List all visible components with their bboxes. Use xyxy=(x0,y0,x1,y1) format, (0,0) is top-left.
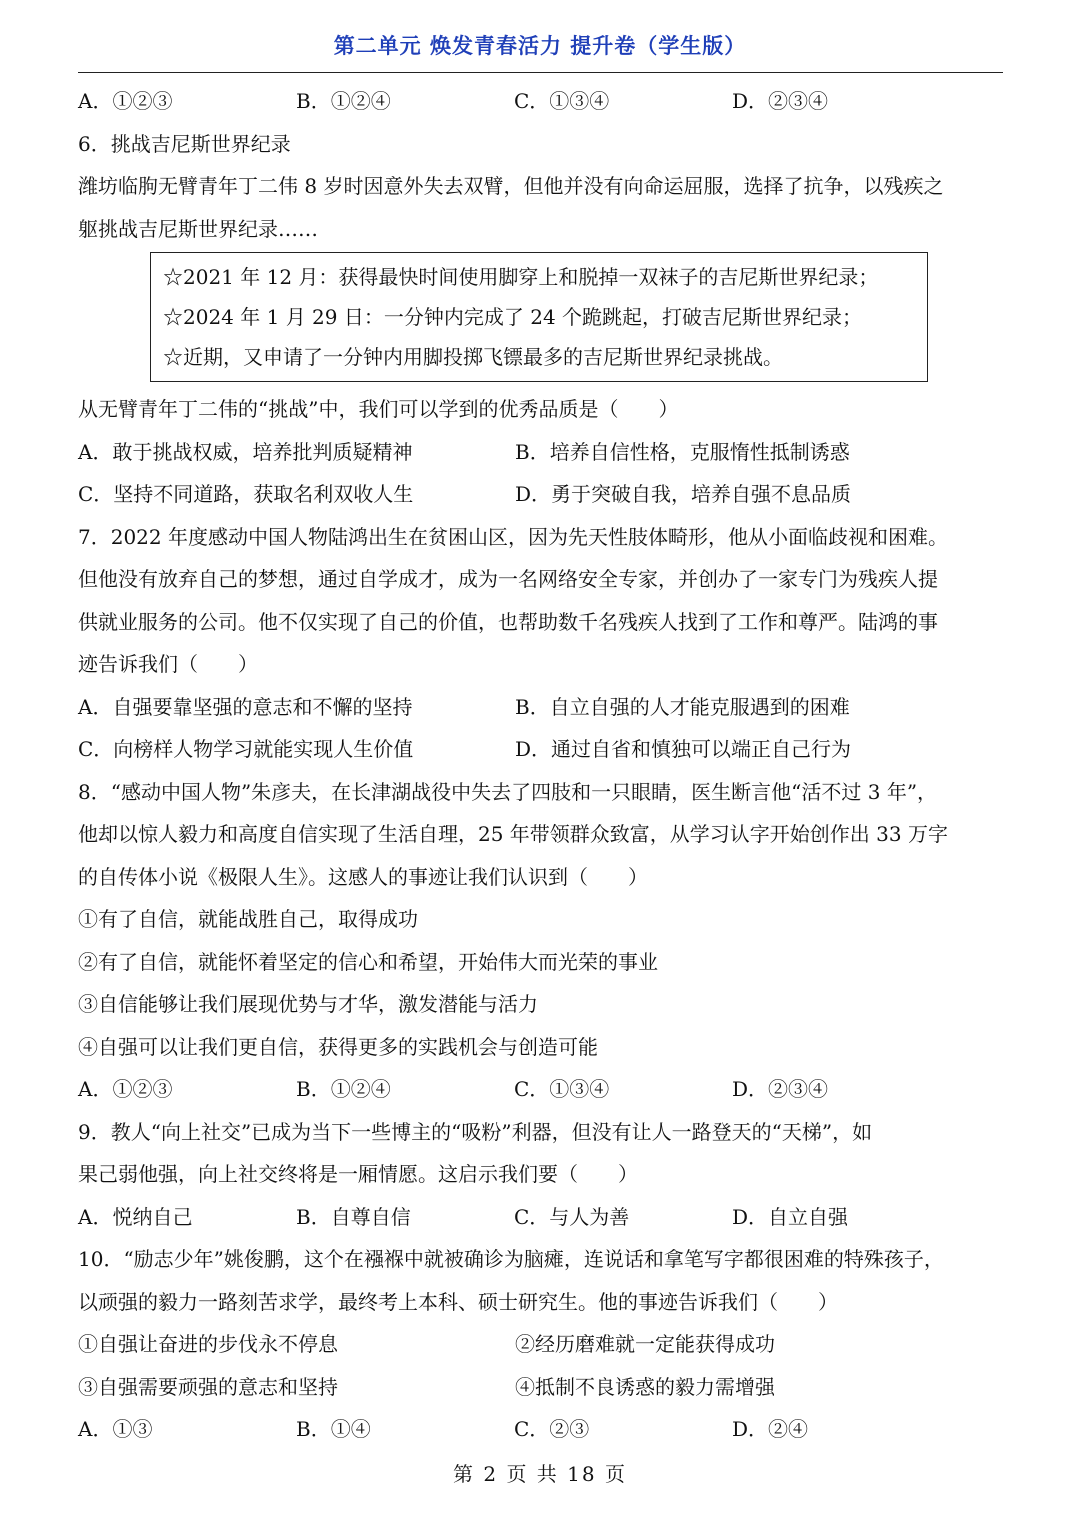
q5-option-c: C．①③④ xyxy=(514,89,610,113)
q9-option-c: C．与人为善 xyxy=(514,1204,630,1229)
q8-option-a: A．①②③ xyxy=(78,1077,173,1101)
q7-option-b: B．自立自强的人才能克服遇到的困难 xyxy=(515,694,850,719)
q9-options xyxy=(78,1196,1003,1239)
q10-statements-row xyxy=(78,1323,1003,1366)
q9-option-a: A．悦纳自己 xyxy=(78,1204,193,1229)
q5-options xyxy=(78,80,1003,123)
q5-option-b: B．①②④ xyxy=(296,89,391,113)
q10-options xyxy=(78,1408,1003,1451)
q10-option-b: B．①④ xyxy=(296,1417,371,1441)
q8-statement: ③自信能够让我们展现优势与才华，激发潜能与活力 xyxy=(78,992,538,1016)
q7-option-a: A．自强要靠坚强的意志和不懈的坚持 xyxy=(78,694,413,719)
q7-stem-line: 供就业服务的公司。他不仅实现了自己的价值，也帮助数千名残疾人找到了工作和尊严。陆鸿的事 xyxy=(78,609,938,634)
q10-option-d: D．②④ xyxy=(732,1417,809,1441)
q6-record-item: ☆近期，又申请了一分钟内用脚投掷飞镖最多的吉尼斯世界纪录挑战。 xyxy=(163,345,783,369)
q10-statement: ①自强让奋进的步伐永不停息 xyxy=(78,1332,338,1356)
q7-stem-line: 7．2022 年度感动中国人物陆鸿出生在贫困山区，因为先天性肢体畸形，他从小面临歧视和困难。 xyxy=(78,524,948,549)
q10-statement: ③自强需要顽强的意志和坚持 xyxy=(78,1374,338,1399)
q10-stem-line: 以顽强的毅力一路刻苦求学，最终考上本科、硕士研究生。他的事迹告诉我们（ ） xyxy=(78,1289,838,1314)
q8-option-d: D．②③④ xyxy=(732,1077,829,1101)
q8-stem-line: 他却以惊人毅力和高度自信实现了生活自理，25 年带领群众致富，从学习认字开始创作出 33 万字 xyxy=(78,822,948,846)
q8-options xyxy=(78,1068,1003,1111)
q6-records-box xyxy=(150,252,928,382)
q6-option-a: A．敢于挑战权威，培养批判质疑精神 xyxy=(78,439,413,464)
q10-statement: ④抵制不良诱惑的毅力需增强 xyxy=(515,1374,775,1399)
page-content xyxy=(78,80,1003,1451)
q6-record-item: ☆2024 年 1 月 29 日：一分钟内完成了 24 个跪跳起，打破吉尼斯世界纪录； xyxy=(163,305,863,329)
q6-intro-line: 潍坊临朐无臂青年丁二伟 8 岁时因意外失去双臂，但他并没有向命运屈服，选择了抗争，以残疾之 xyxy=(78,174,944,198)
q6-question: 从无臂青年丁二伟的“挑战”中，我们可以学到的优秀品质是（ ） xyxy=(78,397,679,421)
q10-stem-line: 10．“励志少年”姚俊鹏，这个在襁褓中就被确诊为脑瘫，连说话和拿笔写字都很困难的特殊孩子， xyxy=(78,1247,944,1271)
q10-statement: ②经历磨难就一定能获得成功 xyxy=(515,1332,775,1356)
q7-options-row xyxy=(78,686,1003,729)
q9-stem-line: 9．教人“向上社交”已成为当下一些博主的“吸粉”利器，但没有让人一路登天的“天梯”，如 xyxy=(78,1119,873,1144)
q8-stem-line: 8．“感动中国人物”朱彦夫，在长津湖战役中失去了四肢和一只眼睛，医生断言他“活不过 3 年”， xyxy=(78,779,938,804)
q5-option-a: A．①②③ xyxy=(78,89,173,113)
q6-option-b: B．培养自信性格，克服惰性抵制诱惑 xyxy=(515,439,850,464)
q8-statement: ①有了自信，就能战胜自己，取得成功 xyxy=(78,907,418,931)
q6-title: 6．挑战吉尼斯世界纪录 xyxy=(78,131,291,156)
q7-stem-line: 迹告诉我们（ ） xyxy=(78,652,258,676)
q6-record-item: ☆2021 年 12 月：获得最快时间使用脚穿上和脱掉一双袜子的吉尼斯世界纪录； xyxy=(163,265,879,289)
q8-stem-line: 的自传体小说《极限人生》。这感人的事迹让我们认识到（ ） xyxy=(78,864,648,889)
q6-option-c: C．坚持不同道路，获取名利双收人生 xyxy=(78,482,414,506)
q7-option-c: C．向榜样人物学习就能实现人生价值 xyxy=(78,737,414,761)
q9-option-b: B．自尊自信 xyxy=(296,1204,411,1229)
q9-option-d: D．自立自强 xyxy=(732,1204,849,1229)
q8-option-b: B．①②④ xyxy=(296,1077,391,1101)
q7-options-row xyxy=(78,728,1003,771)
q7-option-d: D．通过自省和慎独可以端正自己行为 xyxy=(515,737,852,761)
page-number: 第 2 页 共 18 页 xyxy=(453,1462,627,1486)
q10-option-c: C．②③ xyxy=(514,1417,590,1441)
q6-option-d: D．勇于突破自我，培养自强不息品质 xyxy=(515,482,852,506)
q10-option-a: A．①③ xyxy=(78,1417,153,1441)
q9-stem-line: 果己弱他强，向上社交终将是一厢情愿。这启示我们要（ ） xyxy=(78,1162,638,1186)
q8-statement: ④自强可以让我们更自信，获得更多的实践机会与创造可能 xyxy=(78,1034,598,1059)
q7-stem-line: 但他没有放弃自己的梦想，通过自学成才，成为一名网络安全专家，并创办了一家专门为残疾人提 xyxy=(78,567,938,591)
header-divider xyxy=(78,72,1003,73)
q6-intro-line: 躯挑战吉尼斯世界纪录…… xyxy=(78,216,318,241)
q6-options-row xyxy=(78,473,1003,516)
header-title: 第二单元 焕发青春活力 提升卷（学生版） xyxy=(333,34,747,58)
q5-option-d: D．②③④ xyxy=(732,89,829,113)
q6-options-row xyxy=(78,431,1003,474)
q8-option-c: C．①③④ xyxy=(514,1077,610,1101)
q8-statement: ②有了自信，就能怀着坚定的信心和希望，开始伟大而光荣的事业 xyxy=(78,949,658,974)
q10-statements-row xyxy=(78,1366,1003,1409)
